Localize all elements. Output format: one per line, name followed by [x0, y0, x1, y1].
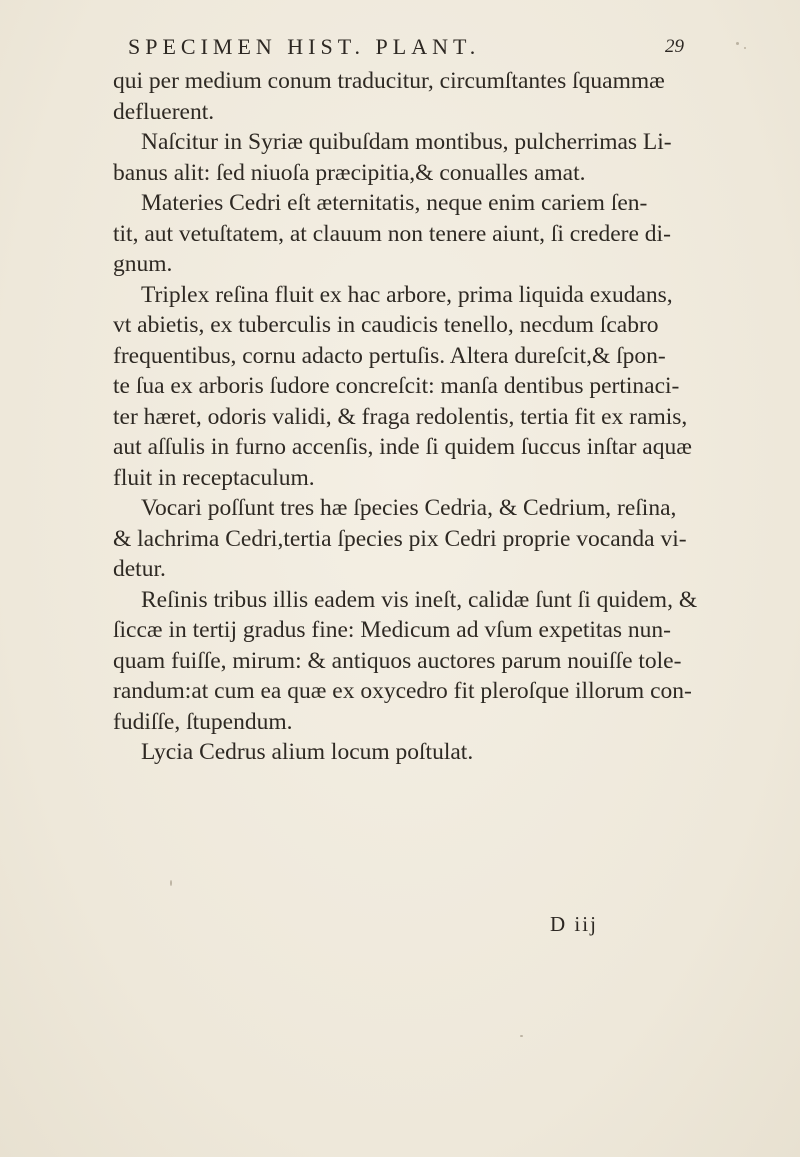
- text-line: vt abietis, ex tuberculis in caudicis tenello, necdum ſcabro: [113, 312, 659, 338]
- text-line: Lycia Cedrus alium locum poſtulat.: [141, 739, 474, 765]
- text-line: qui per medium conum traducitur, circumſtantes ſquammæ: [113, 68, 665, 94]
- paper-speck: [736, 42, 739, 45]
- running-head: [128, 34, 688, 64]
- text-line: ſiccæ in tertij gradus fine: Medicum ad vſum expetitas nun-: [113, 617, 671, 643]
- text-line: te ſua ex arboris ſudore concreſcit: manſa dentibus pertinaci-: [113, 373, 680, 399]
- text-line: fluit in receptaculum.: [113, 464, 315, 491]
- paper-speck: [170, 880, 172, 886]
- running-title: SPECIMEN HIST. PLANT.: [128, 34, 481, 59]
- text-line: fudiſſe, ſtupendum.: [113, 708, 293, 735]
- paper-speck: [520, 1035, 523, 1037]
- text-line: defluerent.: [113, 98, 215, 125]
- text-line: Materies Cedri eſt æternitatis, neque enim cariem ſen-: [141, 190, 648, 216]
- text-body: [113, 66, 698, 768]
- text-line: banus alit: ſed niuoſa præcipitia,& conualles amat.: [113, 159, 586, 186]
- text-line: Triplex reſina fluit ex hac arbore, prima liquida exudans,: [141, 281, 673, 308]
- text-line: gnum.: [113, 251, 173, 277]
- page-number: 29: [665, 36, 684, 57]
- text-line: Vocari poſſunt tres hæ ſpecies Cedria, & Cedrium, reſina,: [141, 495, 677, 521]
- text-line: & lachrima Cedri,tertia ſpecies pix Cedri proprie vocanda vi-: [113, 525, 687, 552]
- text-line: frequentibus, cornu adacto pertuſis. Altera dureſcit,& ſpon-: [113, 342, 666, 369]
- text-line: Naſcitur in Syriæ quibuſdam montibus, pulcherrimas Li-: [141, 129, 672, 155]
- signature-mark: D iij: [550, 912, 598, 936]
- text-line: ter hæret, odoris validi, & fraga redolentis, tertia fit ex ramis,: [113, 403, 688, 430]
- text-line: randum:at cum ea quæ ex oxycedro fit pleroſque illorum con-: [113, 678, 692, 704]
- text-line: quam fuiſſe, mirum: & antiquos auctores parum nouiſſe tole-: [113, 647, 682, 674]
- text-line: tit, aut vetuſtatem, at clauum non tenere aiunt, ſi credere di-: [113, 220, 671, 247]
- text-line: Reſinis tribus illis eadem vis ineſt, calidæ ſunt ſi quidem, &: [141, 586, 698, 613]
- text-line: detur.: [113, 556, 166, 582]
- paper-speck: [744, 47, 746, 49]
- text-line: aut aſſulis in furno accenſis, inde ſi quidem ſuccus inſtar aquæ: [113, 434, 692, 460]
